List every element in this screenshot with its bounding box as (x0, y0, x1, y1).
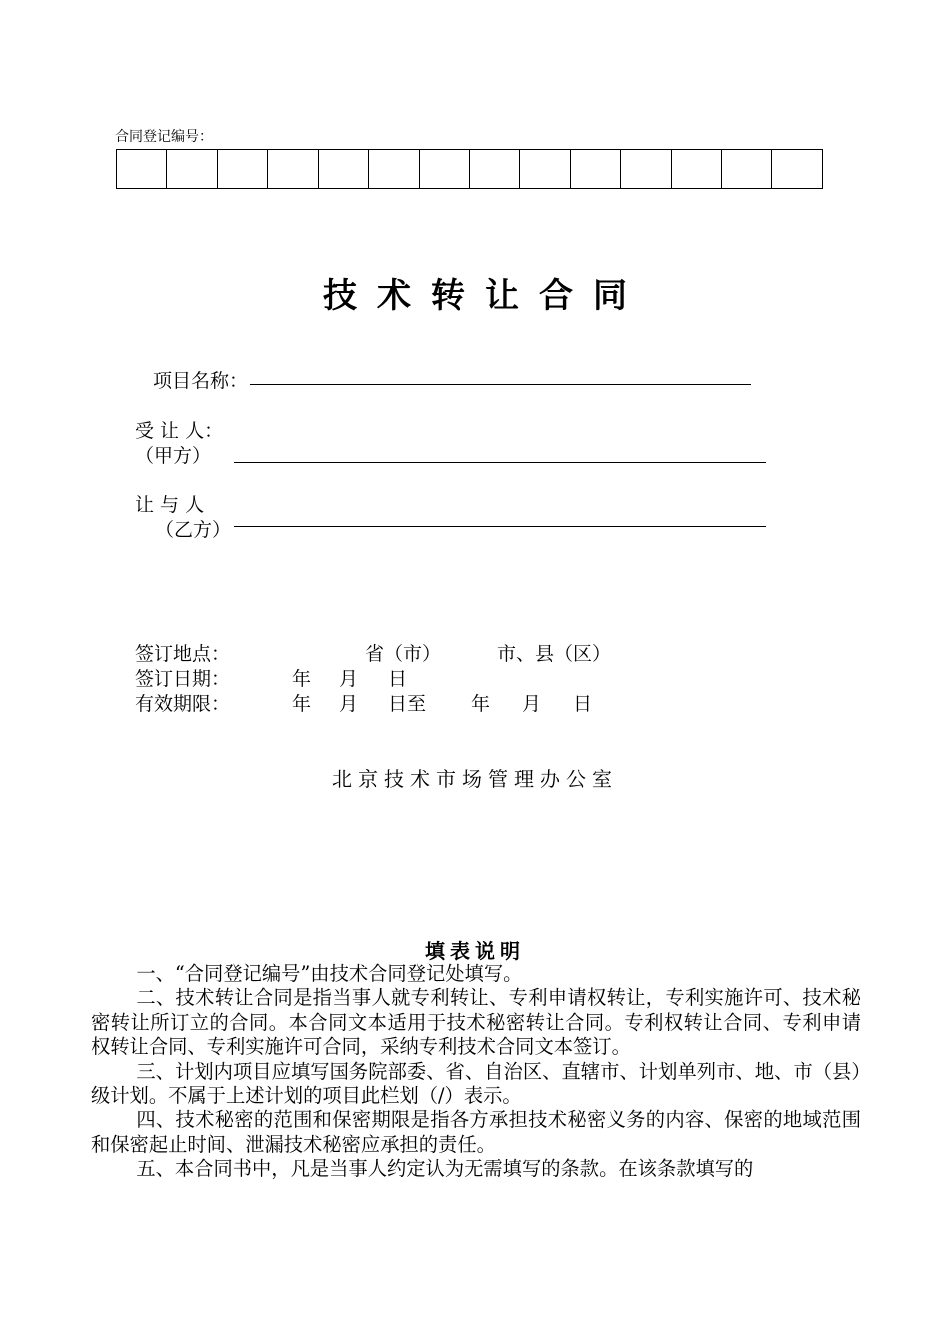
signing-month: 月 (339, 668, 359, 690)
party-b-label: 让 与 人 (135, 494, 205, 516)
registration-number-box[interactable] (772, 150, 821, 188)
city-label: 市、县（区） (497, 643, 612, 665)
registration-number-box[interactable] (268, 150, 318, 188)
valid-start-day: 日至 (388, 693, 427, 715)
registration-number-label: 合同登记编号： (115, 129, 213, 145)
registration-number-box[interactable] (470, 150, 520, 188)
notes-item-4: 四、技术秘密的范围和保密期限是指各方承担技术秘密义务的内容、保密的地域范围和保密起止时间、泄漏技术秘密应承担的责任。 (91, 1108, 861, 1156)
party-a-line[interactable] (234, 462, 766, 463)
project-name-line[interactable] (250, 384, 751, 385)
notes-item-5: 五、本合同书中，凡是当事人约定认为无需填写的条款。在该条款填写的 (136, 1157, 754, 1181)
notes-list (91, 962, 861, 1182)
notes-item-3: 三、计划内项目应填写国务院部委、省、自治区、直辖市、计划单列市、地、市（县）级计划。不属于上述计划的项目此栏划（/）表示。 (91, 1059, 861, 1108)
notes-title: 填表说明 (425, 939, 525, 963)
registration-number-box[interactable] (319, 150, 369, 188)
notes-item-2: 二、技术转让合同是指当事人就专利转让、专利申请权转让，专利实施许可、技术秘密转让所订立的合同。本合同文本适用于技术秘密转让合同。专利权转让合同、专利申请权转让合同、专利实施许可合同，采纳专利技术合同文本签订。 (91, 986, 861, 1059)
project-name-label: 项目名称： (153, 370, 249, 392)
valid-end-day: 日 (573, 693, 593, 715)
valid-end-month: 月 (522, 693, 542, 715)
registration-number-box[interactable] (672, 150, 722, 188)
registration-number-box[interactable] (722, 150, 772, 188)
party-b-line[interactable] (234, 526, 766, 527)
party-a-sublabel: （甲方） (135, 445, 212, 467)
signing-place-label: 签订地点： (135, 643, 231, 665)
valid-start-month: 月 (339, 693, 359, 715)
registration-number-box[interactable] (571, 150, 621, 188)
registration-number-box[interactable] (621, 150, 671, 188)
province-label: 省（市） (365, 643, 442, 665)
valid-period-label: 有效期限： (135, 693, 231, 715)
party-b-sublabel: （乙方） (155, 519, 232, 541)
registration-number-box[interactable] (117, 150, 167, 188)
signing-year: 年 (292, 668, 312, 690)
registration-number-box[interactable] (167, 150, 217, 188)
valid-end-year: 年 (471, 693, 491, 715)
registration-number-box[interactable] (420, 150, 470, 188)
registration-number-box[interactable] (218, 150, 268, 188)
registration-number-boxes (116, 149, 823, 189)
signing-day: 日 (388, 668, 408, 690)
registration-number-box[interactable] (369, 150, 419, 188)
issuing-office: 北京技术市场管理办公室 (332, 767, 618, 791)
notes-item-1: 一、“合同登记编号”由技术合同登记处填写。 (136, 962, 523, 985)
party-a-label: 受 让 人： (135, 420, 224, 442)
document-title: 技术转让合同 (323, 276, 647, 316)
valid-start-year: 年 (292, 693, 312, 715)
signing-date-label: 签订日期： (135, 668, 231, 690)
registration-number-box[interactable] (520, 150, 570, 188)
